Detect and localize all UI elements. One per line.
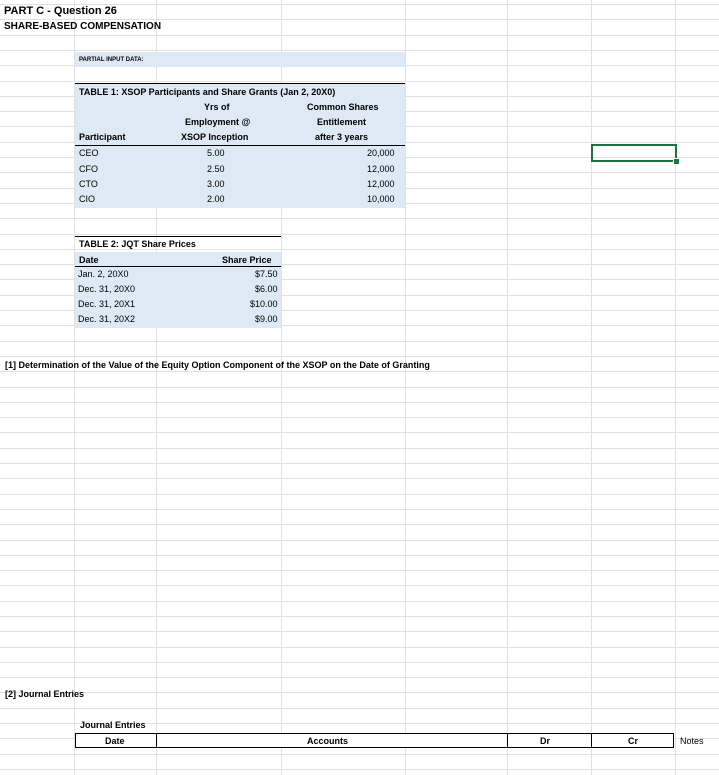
table1-years-header-line3: XSOP Inception <box>181 132 249 142</box>
years-cell: 2.50 <box>207 164 225 174</box>
price-cell: $7.50 <box>255 269 278 279</box>
participant-cell: CFO <box>79 164 98 174</box>
je-divider <box>591 733 592 748</box>
fill-handle[interactable] <box>673 158 680 165</box>
sheet-title: PART C - Question 26 <box>4 5 117 17</box>
gridline-horizontal <box>0 19 719 20</box>
section2-heading: [2] Journal Entries <box>5 689 85 699</box>
years-cell: 2.00 <box>207 194 225 204</box>
selected-cell[interactable] <box>591 144 677 162</box>
gridline-horizontal <box>0 540 719 541</box>
gridline-horizontal <box>0 754 719 755</box>
table1-participant-header: Participant <box>79 132 126 142</box>
gridline-horizontal <box>0 218 719 219</box>
shares-cell: 10,000 <box>367 194 395 204</box>
sheet-subtitle: SHARE-BASED COMPENSATION <box>4 21 162 32</box>
participant-cell: CIO <box>79 194 96 204</box>
gridline-horizontal <box>0 356 719 357</box>
je-cr-header: Cr <box>628 736 639 746</box>
participant-cell: CTO <box>79 179 98 189</box>
gridline-horizontal <box>0 371 719 372</box>
table1-header-rule <box>75 145 405 146</box>
table2-title: TABLE 2: JQT Share Prices <box>79 239 196 249</box>
price-cell: $9.00 <box>255 314 278 324</box>
years-cell: 5.00 <box>207 148 225 158</box>
gridline-horizontal <box>0 448 719 449</box>
je-notes-header: Notes <box>680 736 704 746</box>
shares-cell: 12,000 <box>367 164 395 174</box>
gridline-horizontal <box>0 234 719 235</box>
je-dr-header: Dr <box>540 736 551 746</box>
gridline-horizontal <box>0 387 719 388</box>
gridline-horizontal <box>0 677 719 678</box>
gridline-horizontal <box>0 692 719 693</box>
gridline-horizontal <box>0 509 719 510</box>
gridline-horizontal <box>0 402 719 403</box>
je-divider <box>156 733 157 748</box>
je-date-header: Date <box>105 736 125 746</box>
je-divider <box>507 733 508 748</box>
partial-input-label: PARTIAL INPUT DATA: <box>79 57 144 63</box>
table1-shares-header-line3: after 3 years <box>315 132 369 142</box>
shares-cell: 12,000 <box>367 179 395 189</box>
gridline-horizontal <box>0 524 719 525</box>
years-cell: 3.00 <box>207 179 225 189</box>
gridline-horizontal <box>0 478 719 479</box>
gridline-horizontal <box>0 81 719 82</box>
date-cell: Dec. 31, 20X0 <box>78 284 136 294</box>
gridline-horizontal <box>0 341 719 342</box>
gridline-horizontal <box>0 601 719 602</box>
gridline-horizontal <box>0 647 719 648</box>
journal-entries-header-row <box>75 733 674 748</box>
table2-date-header: Date <box>79 255 99 265</box>
gridline-horizontal <box>0 769 719 770</box>
date-cell: Jan. 2, 20X0 <box>78 269 129 279</box>
gridline-horizontal <box>0 417 719 418</box>
journal-entries-title: Journal Entries <box>80 720 146 730</box>
gridline-horizontal <box>0 50 719 51</box>
gridline-horizontal <box>0 585 719 586</box>
price-cell: $10.00 <box>250 299 278 309</box>
gridline-horizontal <box>0 662 719 663</box>
table1-years-header-line1: Yrs of <box>204 102 230 112</box>
gridline-horizontal <box>0 494 719 495</box>
date-cell: Dec. 31, 20X1 <box>78 299 136 309</box>
gridline-horizontal <box>0 708 719 709</box>
gridline-horizontal <box>0 555 719 556</box>
table1-shares-header-line2: Entitlement <box>317 117 367 127</box>
table2-top-rule <box>75 236 281 237</box>
je-accounts-header: Accounts <box>307 736 349 746</box>
gridline-horizontal <box>0 432 719 433</box>
price-cell: $6.00 <box>255 284 278 294</box>
gridline-horizontal <box>0 570 719 571</box>
date-cell: Dec. 31, 20X2 <box>78 314 136 324</box>
table1-shares-header-line1: Common Shares <box>307 102 379 112</box>
table2-price-header: Share Price <box>222 255 272 265</box>
shares-cell: 20,000 <box>367 148 395 158</box>
gridline-horizontal <box>0 631 719 632</box>
gridline-horizontal <box>0 35 719 36</box>
gridline-horizontal <box>0 463 719 464</box>
table1-title: TABLE 1: XSOP Participants and Share Grants (Jan 2, 20X0) <box>79 87 336 97</box>
participant-cell: CEO <box>79 148 99 158</box>
table1-years-header-line2: Employment @ <box>185 117 251 127</box>
table2-header-rule <box>75 266 281 267</box>
gridline-horizontal <box>0 616 719 617</box>
gridline-horizontal <box>0 249 719 250</box>
section1-heading: [1] Determination of the Value of the Equity Option Component of the XSOP on the Date of Granting <box>5 360 430 370</box>
